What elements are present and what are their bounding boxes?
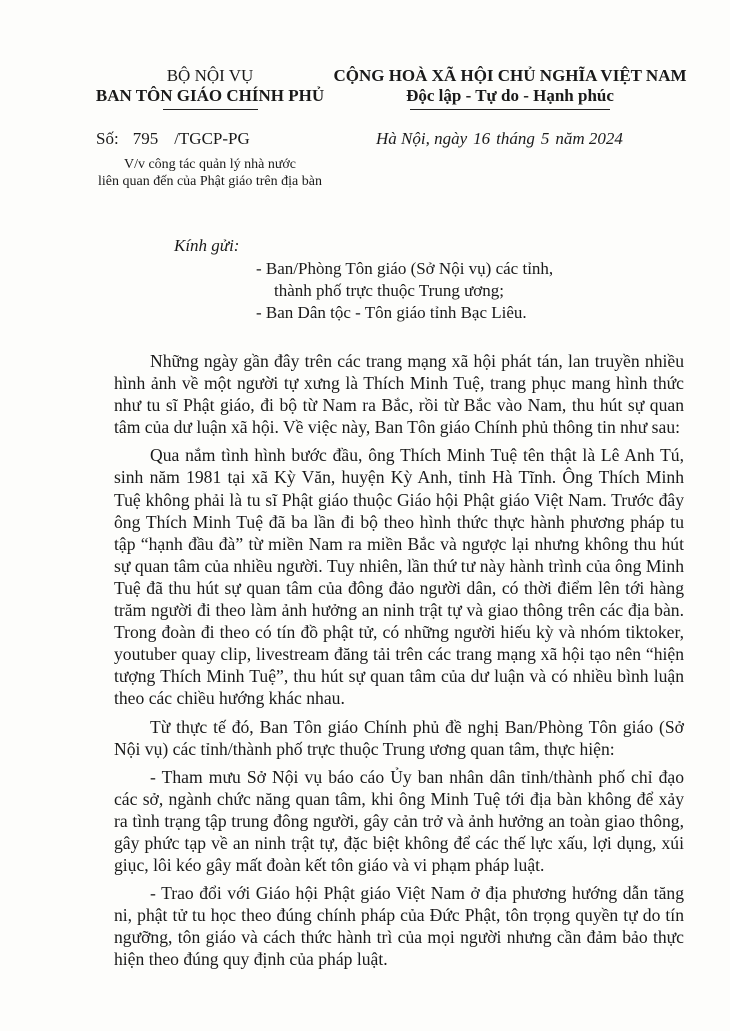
recipients-list xyxy=(256,258,553,324)
doc-number-value: 795 xyxy=(132,129,159,148)
subject-line: liên quan đến của Phật giáo trên địa bàn xyxy=(98,174,322,189)
national-title-block xyxy=(325,66,695,110)
motto-underline xyxy=(410,109,610,110)
document-subject xyxy=(60,156,360,190)
document-number xyxy=(96,129,250,149)
date-month: 5 xyxy=(540,129,550,148)
document-date xyxy=(376,129,623,149)
issuing-agency-block xyxy=(60,66,360,110)
date-day: 16 xyxy=(473,129,491,148)
date-prefix: Hà Nội, ngày xyxy=(376,129,468,148)
subject-line: V/v công tác quản lý nhà nước xyxy=(123,157,297,172)
body-paragraph: - Tham mưu Sở Nội vụ báo cáo Ủy ban nhân dân tỉnh/thành phố chỉ đạo các sở, ngành chức năng quan tâm, khi ông Minh Tuệ tới địa bàn không để xảy ra tình trạng tập trung đông người, gây cản trở và ảnh hưởng an toàn giao thông, gây phức tạp về an ninh trật tự, đặc biệt không để các thế lực xấu, lợi dụng, xúi giục, lôi kéo gây mất đoàn kết tôn giáo và vi phạm pháp luật. xyxy=(114,766,684,876)
recipient-line: - Ban Dân tộc - Tôn giáo tỉnh Bạc Liêu. xyxy=(256,303,527,322)
date-year: năm 2024 xyxy=(555,129,623,148)
agency-underline xyxy=(163,109,258,110)
body-paragraph: - Trao đổi với Giáo hội Phật giáo Việt Nam ở địa phương hướng dẫn tăng ni, phật tử tu học theo đúng chính pháp của Đức Phật, tôn trọng quyền tự do tín ngưỡng, tôn giáo và cách thức hành trì của mọi người nhưng cần đảm bảo thực hiện theo đúng quy định của pháp luật. xyxy=(114,883,684,970)
body-paragraph: Qua nắm tình hình bước đầu, ông Thích Minh Tuệ tên thật là Lê Anh Tú, sinh năm 1981 tại xã Kỳ Văn, huyện Kỳ Anh, tỉnh Hà Tĩnh. Ông Thích Minh Tuệ không phải là tu sĩ Phật giáo thuộc Giáo hội Phật giáo Việt Nam. Trước đây ông Thích Minh Tuệ đã ba lần đi bộ theo hình thức thực hành phương pháp tu tập “hạnh đầu đà” từ miền Nam ra miền Bắc và ngược lại nhưng không thu hút sự quan tâm của nhiều người. Tuy nhiên, lần thứ tư này hành trình của ông Minh Tuệ đã thu hút sự quan tâm của đông đảo người dân, có thời điểm lên tới hàng trăm người đi theo làm ảnh hưởng an ninh trật tự và giao thông trên các địa bàn. Trong đoàn đi theo có tín đồ phật tử, có những người hiếu kỳ và nhóm tiktoker, youtuber quay clip, livestream đăng tải trên các trang mạng xã hội tạo nên “hiện tượng Thích Minh Tuệ”, thu hút sự quan tâm của dư luận và có nhiều bình luận theo các chiều hướng khác nhau. xyxy=(114,445,684,709)
agency-name: BAN TÔN GIÁO CHÍNH PHỦ xyxy=(95,86,325,105)
date-month-label: tháng xyxy=(496,129,535,148)
recipients-label: Kính gửi: xyxy=(174,236,240,255)
document-body xyxy=(114,350,684,977)
national-motto: Độc lập - Tự do - Hạnh phúc xyxy=(406,86,614,105)
country-name: CỘNG HOÀ XÃ HỘI CHỦ NGHĨA VIỆT NAM xyxy=(333,66,687,85)
recipient-line: thành phố trực thuộc Trung ương; xyxy=(274,281,504,300)
ministry-name: BỘ NỘI VỤ xyxy=(166,66,254,85)
doc-number-label: Số: xyxy=(96,129,119,148)
body-paragraph: Những ngày gần đây trên các trang mạng xã hội phát tán, lan truyền nhiều hình ảnh về một người tự xưng là Thích Minh Tuệ, trang phục mang hình thức như tu sĩ Phật giáo, đi bộ từ Nam ra Bắc, rồi từ Bắc vào Nam, thu hút sự quan tâm của dư luận xã hội. Về việc này, Ban Tôn giáo Chính phủ thông tin như sau: xyxy=(114,351,684,438)
body-paragraph: Từ thực tế đó, Ban Tôn giáo Chính phủ đề nghị Ban/Phòng Tôn giáo (Sở Nội vụ) các tỉnh/thành phố trực thuộc Trung ương quan tâm, thực hiện: xyxy=(114,716,684,759)
recipient-line: - Ban/Phòng Tôn giáo (Sở Nội vụ) các tỉnh, xyxy=(256,259,554,278)
doc-number-suffix: /TGCP-PG xyxy=(174,129,250,148)
